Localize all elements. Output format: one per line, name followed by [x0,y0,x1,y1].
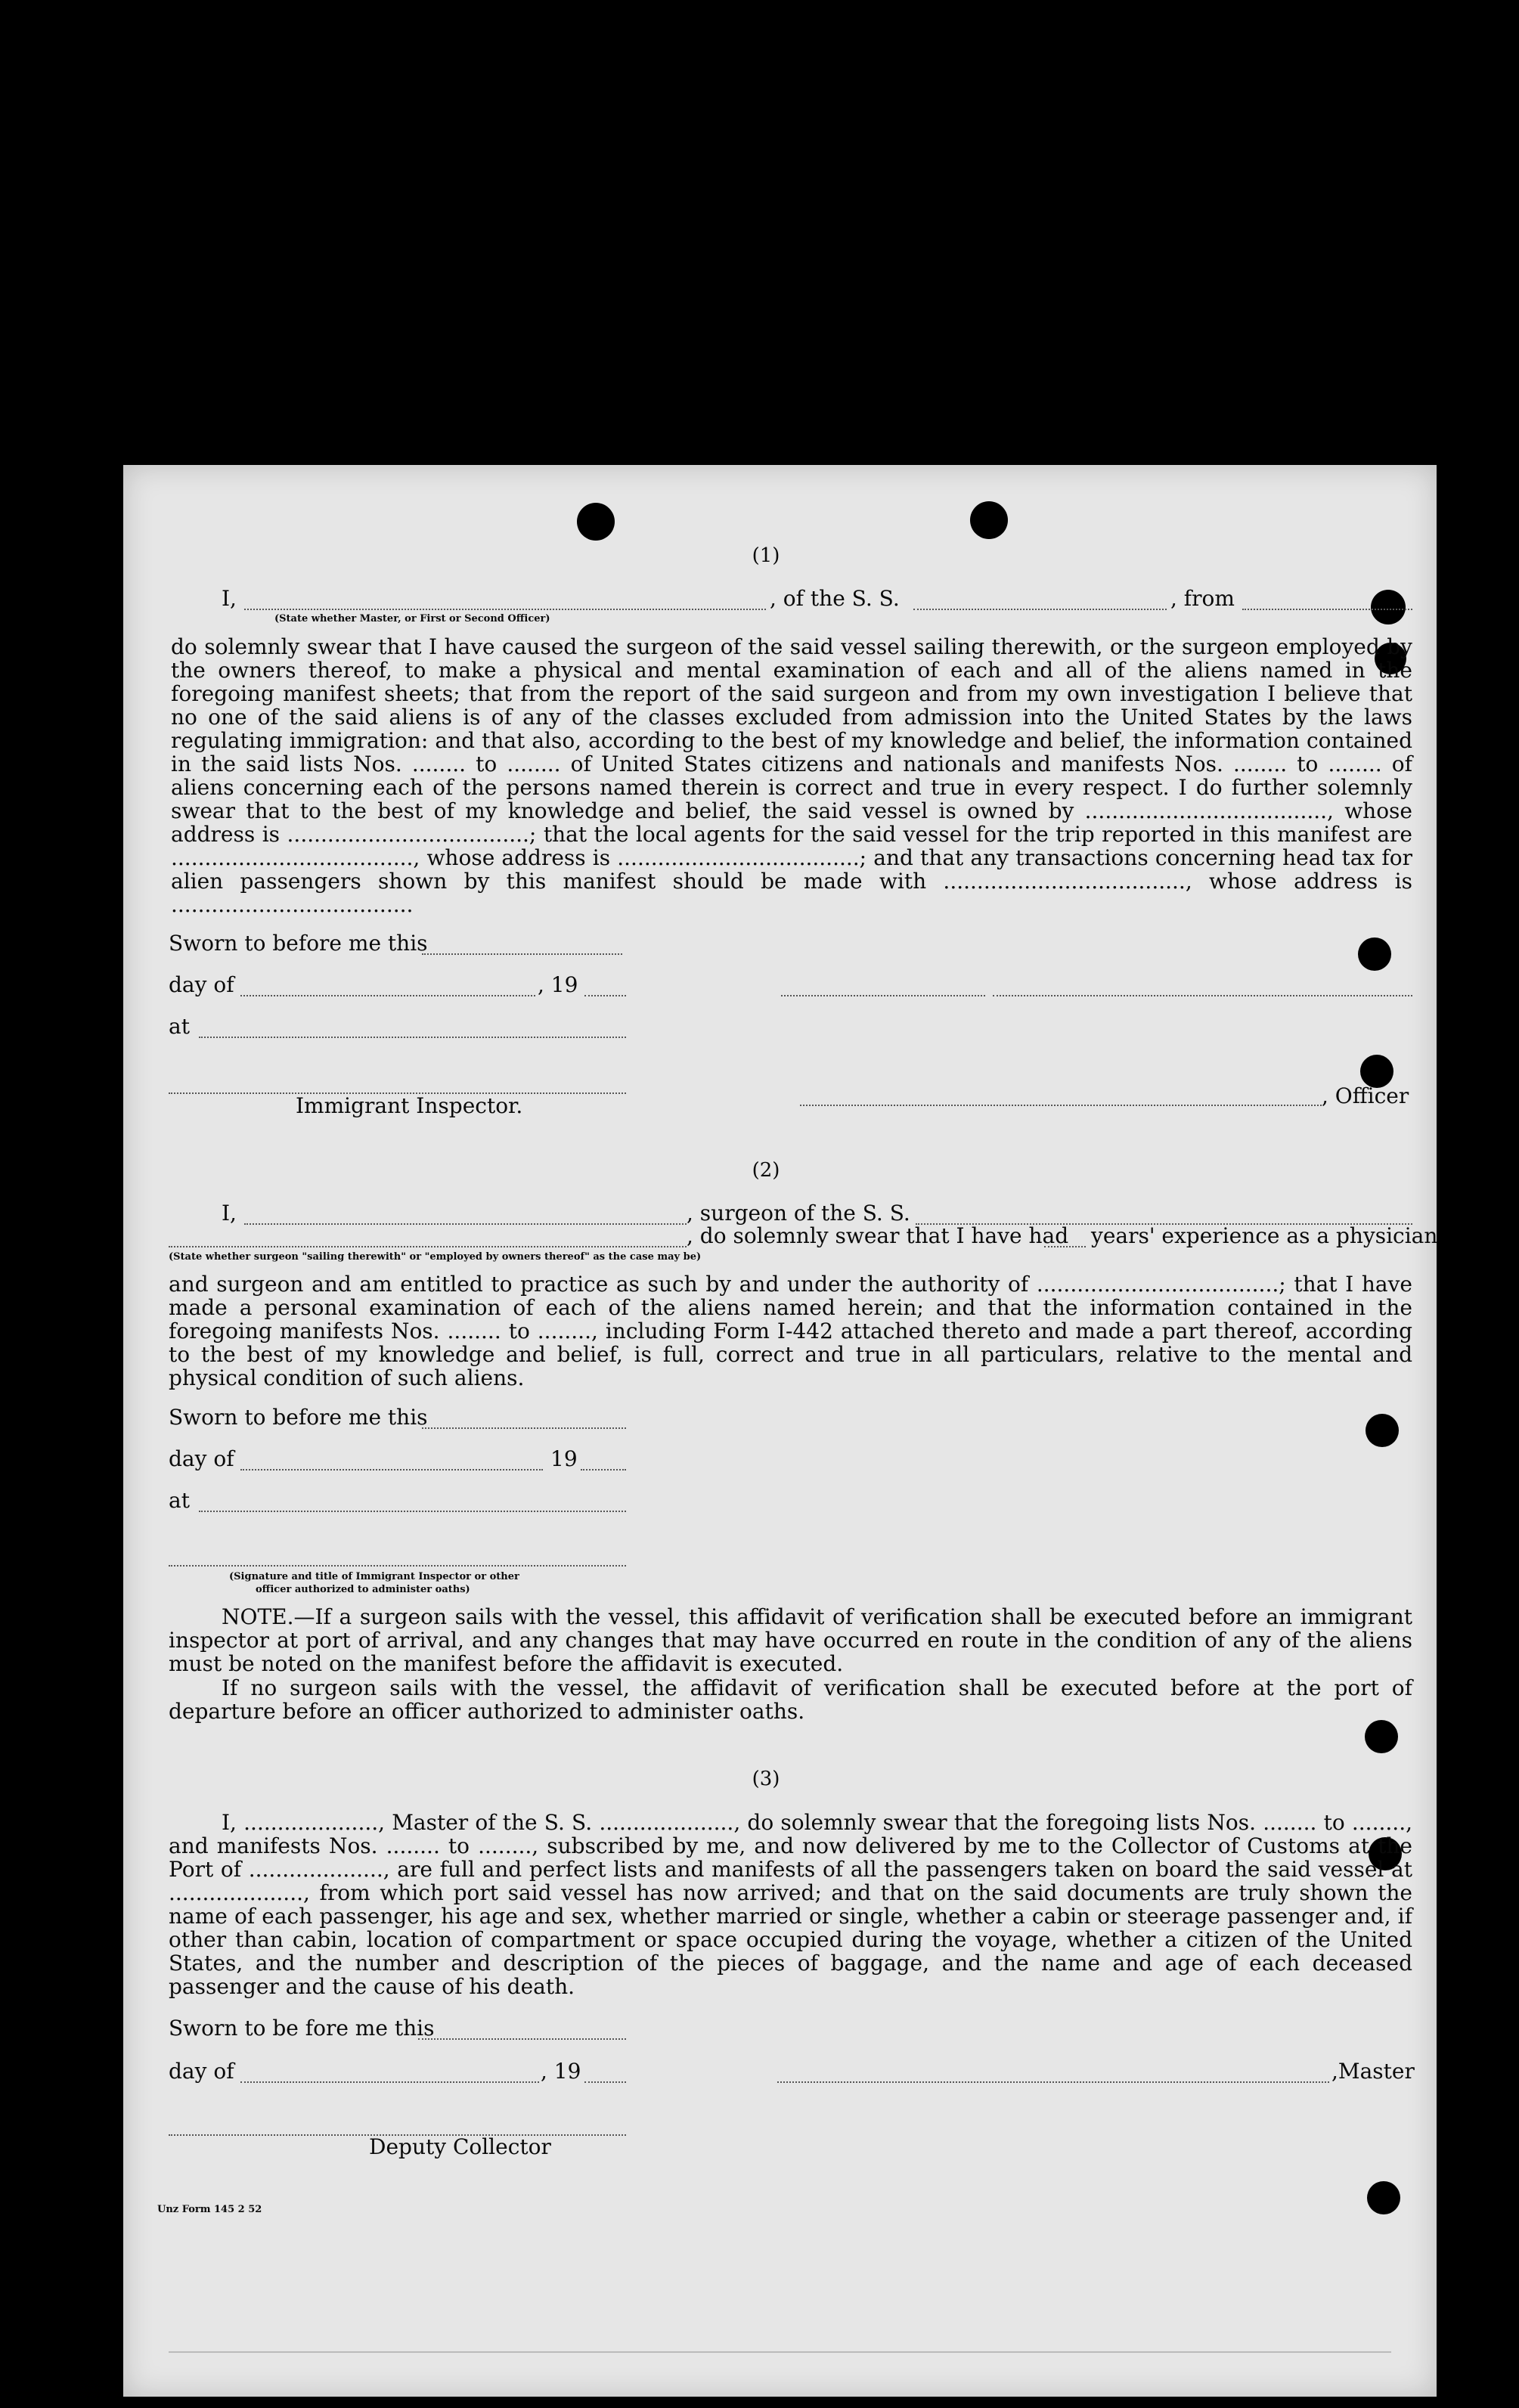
s1-i-label: I, [222,586,237,611]
s1-officer-label: , Officer [1322,1083,1409,1108]
s1-at-label: at [169,1014,190,1039]
punch-hole-right [1365,1720,1398,1753]
s3-master-label: ,Master [1331,2059,1415,2084]
punch-hole-right [1371,590,1406,624]
s2-signature-caption-1: (Signature and title of Immigrant Inspector or other [229,1571,519,1582]
s2-at-label: at [169,1488,190,1513]
s2-year-label: 19 [550,1446,578,1471]
s1-at-field [199,1037,626,1038]
punch-hole-top-left [577,503,615,541]
s2-swear-label: , do solemnly swear that I have had [687,1223,1069,1248]
s2-signature-caption-2: officer authorized to administer oaths) [256,1584,470,1595]
s1-year-field [584,995,626,996]
s1-inspector-label: Immigrant Inspector. [296,1093,523,1118]
s3-sworn-label: Sworn to be fore me this [169,2016,435,2041]
s1-officer-sig-field [800,1105,1322,1106]
s1-year-label: , 19 [538,972,578,997]
s1-officer-field [244,609,766,610]
s3-deputy-label: Deputy Collector [369,2134,551,2159]
s1-from-label: , from [1170,586,1235,611]
note-paragraph-1: NOTE.—If a surgeon sails with the vessel, this affidavit of verification shall be executed before an immigrant inspector at port of arrival, and any changes that may have occurred en route in the condition of any of the aliens must be noted on the manifest before the affidavit is executed. [169,1604,1412,1676]
s1-signature-field [781,995,985,996]
section-2-heading: (2) [752,1159,780,1182]
punch-hole-top-right [970,501,1008,539]
s1-signature-field-2 [993,995,1412,996]
s2-signature-field [169,1565,626,1567]
s3-day-of-label: day of [169,2059,234,2084]
bottom-edge-line [169,2351,1391,2353]
s2-day-of-label: day of [169,1446,234,1471]
s3-day-field [240,2081,539,2083]
s2-sworn-field [422,1427,626,1429]
s2-years-label: years' experience as a physician [1091,1223,1438,1248]
s2-years-field [1044,1246,1086,1247]
s2-i-label: I, [222,1201,237,1226]
s3-year-field [584,2081,626,2083]
s3-sworn-field [418,2038,626,2040]
s2-surgeon-of-label: , surgeon of the S. S. [687,1201,910,1226]
section-1-heading: (1) [752,544,780,567]
punch-hole-right [1367,2181,1400,2214]
form-page [123,465,1437,2397]
s3-body: I, ...................., Master of the S. S. ...................., do solemnly swear that the foregoing lists Nos. ........ to ........, and manifests Nos. ........ to ........, subscribed by me, and now delivered by me to the Collector of Customs at the Port of ...................., are full and perfect lists and manifests of all the passengers taken on board the said vessel at ...................., from which port said vessel has now arrived; and that on the said documents are truly shown the name of each passenger, his age and sex, whether married or single, whether a cabin or steerage passenger and, if other than cabin, location of compartment or space occupied during the voyage, whether a citizen of the United States, and the number and description of the pieces of baggage, and the name and age of each deceased passenger and the cause of his death. [169,1810,1412,1999]
s1-from-field [1242,609,1412,610]
s2-year-field [581,1469,626,1471]
s3-master-sig-field [777,2081,1329,2083]
s2-day-field [240,1469,543,1471]
s2-status-field [169,1246,687,1247]
s1-day-of-label: day of [169,972,234,997]
s3-year-label: , 19 [541,2059,581,2084]
s1-sworn-field [422,953,622,955]
s1-officer-caption: (State whether Master, or First or Second Officer) [274,613,550,624]
s1-day-field [240,995,535,996]
s2-sworn-label: Sworn to before me this [169,1405,428,1430]
s2-name-field [244,1223,687,1225]
section-3-heading: (3) [752,1768,780,1790]
punch-hole-right [1366,1414,1399,1447]
s1-of-ss-label: , of the S. S. [770,586,900,611]
s2-status-caption: (State whether surgeon "sailing therewith" or "employed by owners thereof" as the case may be) [169,1251,702,1263]
form-number: Unz Form 145 2 52 [157,2204,262,2215]
note-paragraph-2: If no surgeon sails with the vessel, the affidavit of verification shall be executed before at the port of departure before an officer authorized to administer oaths. [169,1675,1412,1724]
s1-body: do solemnly swear that I have caused the surgeon of the said vessel sailing therewith, or the surgeon employed by the owners thereof, to make a physical and mental examination of each and all of the aliens named in the foregoing manifest sheets; that from the report of the said surgeon and from my own investigation I believe that no one of the said aliens is of any of the classes excluded from admission into the United States by the laws regulating immigration: and that also, according to the best of my knowledge and belief, the information contained in the said lists Nos. ........ to ........ of United States citizens and nationals and manifests Nos. ........ to ........ of aliens concerning each of the persons named therein is correct and true in every respect. I do further solemnly swear that to the best of my knowledge and belief, the said vessel is owned by ...................................., whose address is ....................................; that the local agents for the said vessel for the trip reported in this manifest are ...................................., whose address is ....................................; and that any transactions concerning head tax for alien passengers shown by this manifest should be made with ...................................., whose address is .................................... [171,634,1412,917]
s2-at-field [199,1511,626,1512]
s1-sworn-label: Sworn to before me this [169,931,428,956]
s2-body: and surgeon and am entitled to practice as such by and under the authority of ....................................; that I have made a personal examination of each of the aliens named herein; and that the information contained in the foregoing manifests Nos. ........ to ........, including Form I-442 attached thereto and made a part thereof, according to the best of my knowledge and belief, is full, correct and true in all particulars, relative to the mental and physical condition of such aliens. [169,1272,1412,1390]
punch-hole-right [1358,937,1391,971]
s1-vessel-field [913,609,1167,610]
